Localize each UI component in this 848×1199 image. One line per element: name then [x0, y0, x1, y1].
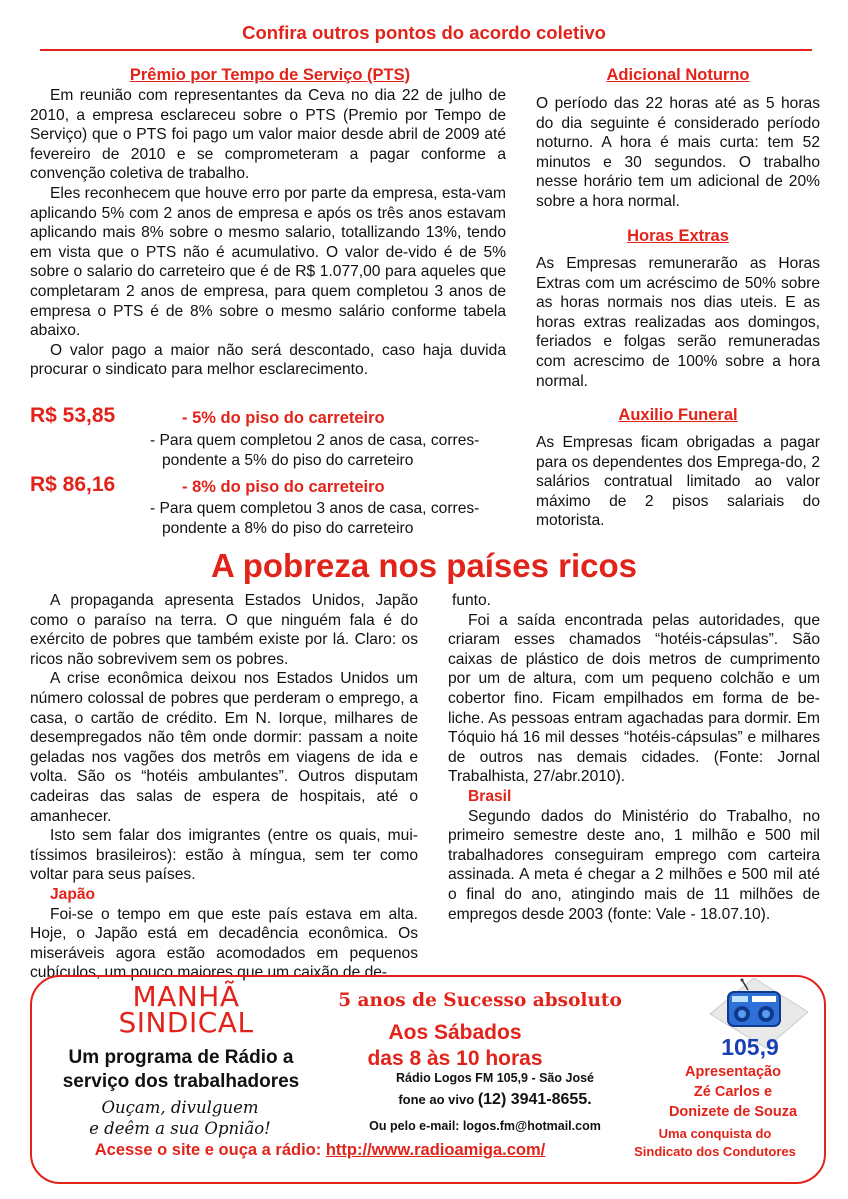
horas-extras-title: Horas Extras — [627, 227, 729, 245]
pts-paragraph: Em reunião com representantes da Ceva no dia 22 de julho de 2010, a empresa esclareceu sobre o PTS (Premio por Tempo de Serviço) que o PTS foi pago um valor maior desde abril de 2009 até fevereiro de 2010 e se comprometeram a pagar conforme a convenção coletiva de trabalho. — [30, 87, 506, 183]
auxilio-funeral-text: As Empresas ficam obrigadas a pagar para os dependentes dos Emprega-do, 2 salários contratual limitado ao valor máximo de 2 pisos salariais do motorista. — [536, 434, 820, 530]
invitation-line: Ouçam, divulguem — [101, 1098, 259, 1117]
program-logo-line: SINDICAL — [118, 1006, 254, 1039]
presenters-name: Donizete de Souza — [668, 1104, 798, 1120]
site-line — [40, 1141, 600, 1160]
station-info: Rádio Logos FM 105,9 - São José — [396, 1071, 594, 1085]
amount-note: - Para quem completou 2 anos de casa, corres- — [150, 432, 480, 449]
article-right-column — [448, 591, 820, 924]
article-paragraph: Foi a saída encontrada pelas autoridades, que criaram esses chamados “hotéis-cápsulas”. São caixas de plástico de dois metros de cumprimento por um de altura, com um pequeno colchão e um cobertor fino. Ficam empilhados em forma de be-liche. As pessoas entram agachadas para dormir. Em Tóquio há 16 mil desses “hotéis-cápsulas” e milhares de outros nas demais cidades. (Fonte: Jornal Trabalhista, 27/abr.2010). — [448, 611, 820, 786]
amount-note: pondente a 8% do piso do carreteiro — [162, 520, 414, 537]
program-logo-line: MANHÃ — [132, 980, 240, 1013]
schedule — [320, 1020, 590, 1072]
schedule-time: das 8 às 10 horas — [367, 1047, 543, 1070]
article-paragraph: Segundo dados do Ministério do Trabalho, no primeiro semestre deste ano, 1 milhão e 500 mil trabalhadores conseguiram emprego com carteira assinada. A meta é chegar a 2 milhões e 500 mil até o final do ano, atingindo mais de 11 milhões de empregos desde 2003 (fonte: Vale - 18.07.10). — [448, 807, 820, 923]
adicional-noturno-title: Adicional Noturno — [606, 66, 750, 84]
program-description-line: Um programa de Rádio a — [68, 1047, 294, 1068]
article-paragraph: Isto sem falar dos imigrantes (entre os quais, mui-tíssimos brasileiros): estão à míngua, sem ter como voltar para seus países. — [30, 827, 418, 884]
presenters-name: Zé Carlos e — [693, 1084, 773, 1100]
article-paragraph: Foi-se o tempo em que este país estava em alta. Hoje, o Japão está em decadência econômica. Os miseráveis agora estão acomodados em pequenos cubículos, um pouco maiores que um caixão de de- — [30, 905, 418, 982]
phone-number: (12) 3941-8655. — [477, 1091, 592, 1108]
phone-label: fone ao vivo — [398, 1092, 475, 1107]
tagline-line: Sindicato dos Condutores — [634, 1144, 796, 1159]
japan-subheading: Japão — [50, 885, 96, 903]
amount-description: - 5% do piso do carreteiro — [182, 409, 385, 427]
amount-value: R$ 53,85 — [30, 404, 116, 427]
program-description — [46, 1046, 316, 1094]
program-logo — [96, 980, 276, 1039]
article-left-column — [30, 591, 418, 983]
amount-note: - Para quem completou 3 anos de casa, corres- — [150, 500, 480, 517]
pts-paragraph: O valor pago a maior não será descontado, caso haja duvida procurar o sindicato para melhor esclarecimento. — [30, 341, 506, 379]
auxilio-funeral-title: Auxilio Funeral — [618, 406, 738, 424]
header-title: Confira outros pontos do acordo coletivo — [242, 22, 606, 43]
article-title: A pobreza nos países ricos — [210, 547, 638, 584]
invitation-line: e deêm a sua Opnião! — [89, 1119, 271, 1138]
article-paragraph: A propaganda apresenta Estados Unidos, Japão como o paraíso na terra. O que ninguém fala é do exército de pobres que também existe por lá. Claro: os ricos não sobrevivem sem os pobres. — [30, 592, 418, 668]
pts-paragraph: Eles reconhecem que houve erro por parte da empresa, esta-vam aplicando 5% com 2 anos de empresa e após os três anos estavam aplicando mais 8% sobre o mesmo salario, totallizando 13%, tendo em vista que o PTS não é acumulativo. O valor de-vido é de 5% sobre o salario do carreteiro que é de R$ 1.077,00 para aqueles que completaram 2 anos de empresa, para quem completou 3 anos de empresa o PTS é de 8% sobre o mesmo salário conforme tabela abaixo. — [30, 184, 506, 340]
program-description-line: serviço dos trabalhadores — [62, 1071, 300, 1092]
success-headline: 5 anos de Sucesso absoluto — [338, 990, 622, 1011]
amount-value: R$ 86,16 — [30, 473, 116, 496]
schedule-day: Aos Sábados — [388, 1021, 522, 1044]
presenters — [648, 1062, 818, 1122]
brasil-subheading: Brasil — [468, 787, 512, 805]
header-divider — [40, 49, 812, 51]
pts-body — [30, 86, 506, 380]
adicional-noturno-text: O período das 22 horas até as 5 horas do dia seguinte é considerado período noturno. A hora é mais curta: tem 52 minutos e 30 segundos. O trabalho nesse horário tem um adicional de 20% sobre a hora normal. — [536, 95, 820, 210]
email-line: Ou pelo e-mail: logos.fm@hotmail.com — [369, 1119, 601, 1133]
site-link[interactable]: http://www.radioamiga.com/ — [325, 1141, 546, 1159]
site-prefix: Acesse o site e ouça a rádio: — [94, 1141, 322, 1159]
amount-description: - 8% do piso do carreteiro — [182, 478, 385, 496]
article-paragraph: A crise econômica deixou nos Estados Unidos um número colossal de pobres que perderam o emprego, a casa, o cartão de crédito. Em N. Iorque, milhares de desempregados não têm onde dormir: passam a noite geladas nos vagões dos metrôs em viagens de ida e volta. São os “hotéis ambulantes”. Outros disputam cadeiras das salas de espera de hospitais, até o amanhecer. — [30, 670, 418, 825]
amount-note: pondente a 5% do piso do carreteiro — [162, 452, 414, 469]
frequency-label: 105,9 — [721, 1034, 779, 1060]
invitation-text — [60, 1097, 300, 1139]
pts-title: Prêmio por Tempo de Serviço (PTS) — [129, 66, 411, 84]
article-paragraph: funto. — [452, 592, 492, 609]
tagline — [612, 1125, 818, 1161]
phone-line — [360, 1091, 630, 1109]
tagline-line: Uma conquista do — [658, 1126, 772, 1141]
horas-extras-text: As Empresas remunerarão as Horas Extras com um acréscimo de 50% sobre as horas normais nos dias uteis. E as horas extras realizadas aos domingos, feriados e folgas serão remuneradas com acrescimo de 100% sobre a hora normal. — [536, 255, 820, 390]
presenters-label: Apresentação — [685, 1064, 781, 1080]
